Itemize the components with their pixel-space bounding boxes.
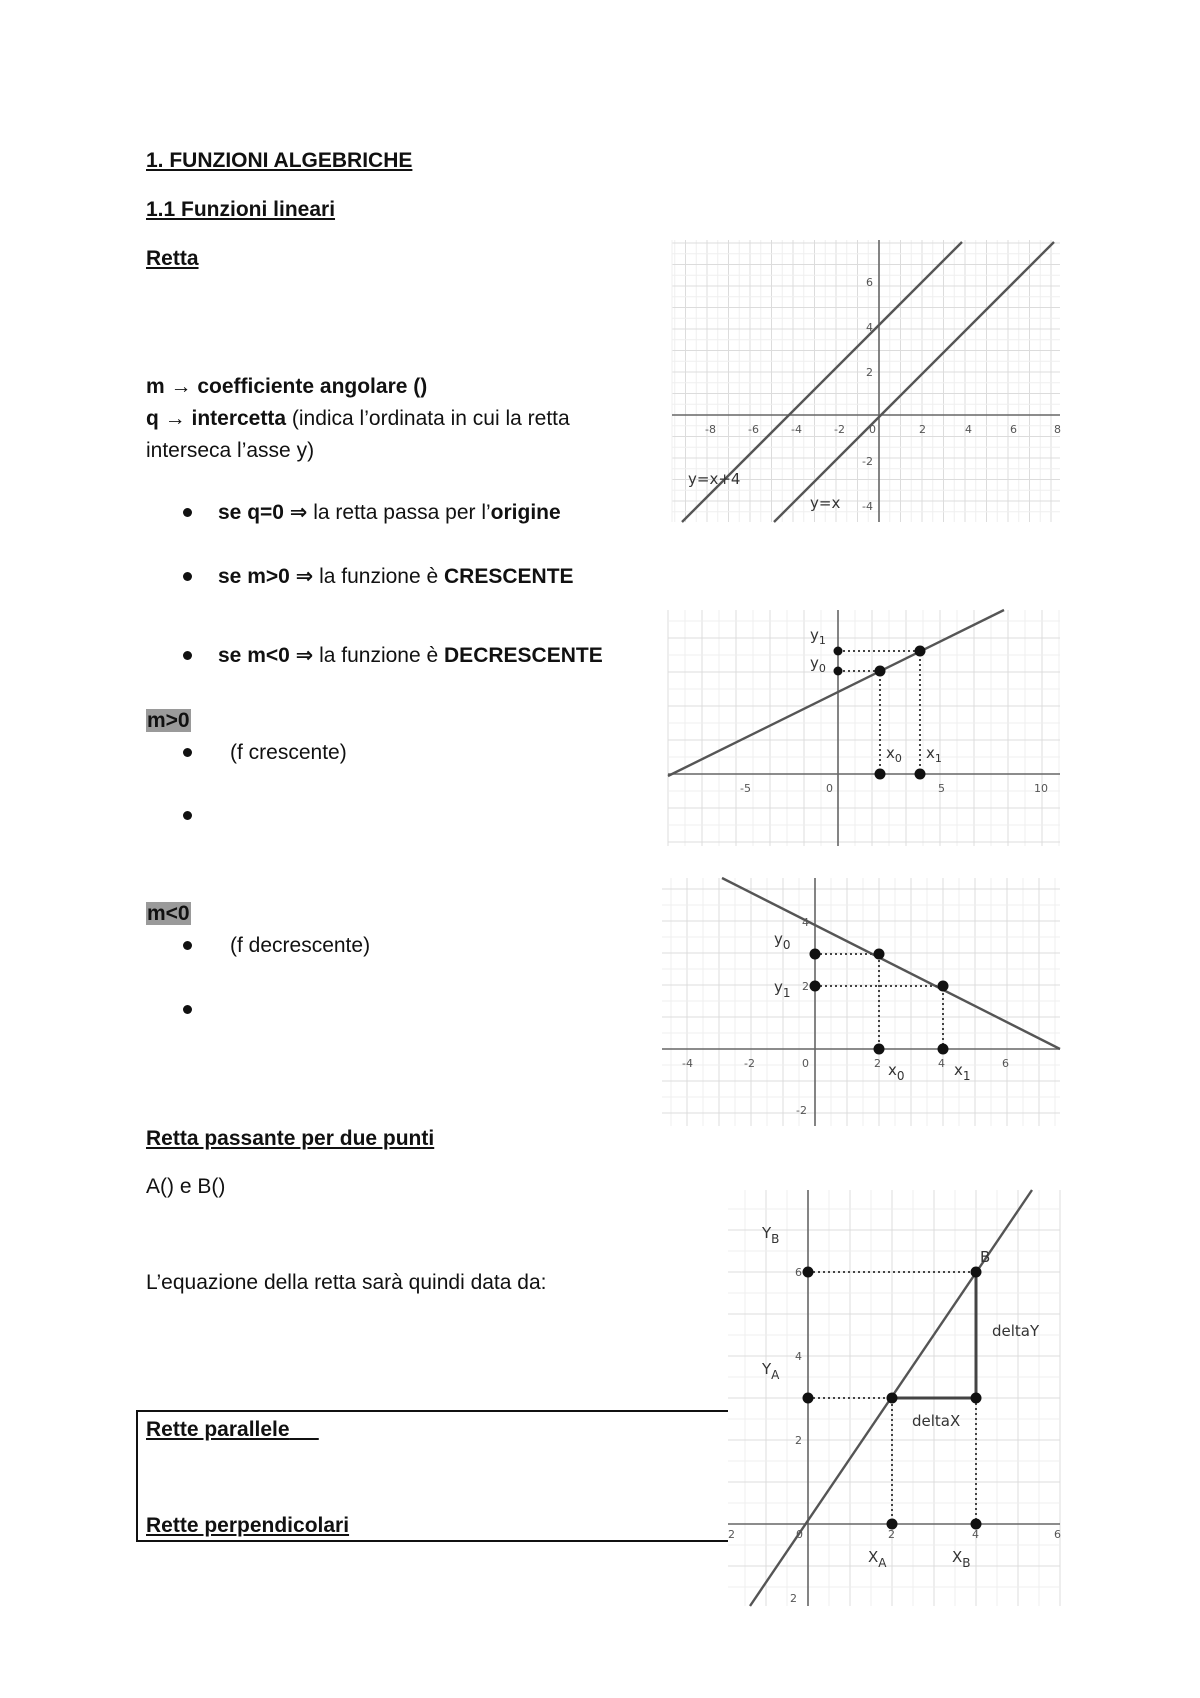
graph4-point-b: [971, 1267, 982, 1278]
q-definition: [146, 406, 570, 432]
graph1-ytick: -2: [862, 455, 873, 468]
graph3-label-x0: $x_0$: [888, 1061, 905, 1083]
q-definition-line2: interseca l’asse y): [146, 439, 315, 462]
bullet-crescente-text: la funzione è: [313, 565, 445, 588]
graph1-label-yx: y=x: [810, 494, 841, 512]
graph1-xtick: -4: [791, 423, 802, 436]
graph3-xtick: -2: [744, 1057, 755, 1070]
graph2-xtick: 5: [938, 782, 945, 795]
graph4-label-xb: $X_B$: [952, 1548, 971, 1570]
graph4-label-delta-y: deltaY: [992, 1322, 1040, 1340]
graph4-point-corner: [971, 1393, 982, 1404]
graph3-label-y0: $y_0$: [774, 930, 791, 952]
graph-grid: [668, 610, 1060, 846]
q-definition-rest: (indica l’ordinata in cui la retta: [286, 407, 570, 430]
graph-grid: [662, 878, 1060, 1126]
graph4-ytick: 4: [795, 1350, 802, 1363]
graph1-ytick: -4: [862, 500, 873, 513]
parallel-title-text: Rette parallele: [146, 1418, 290, 1441]
graph-decreasing: [662, 878, 1060, 1126]
graph4-ytick: 6: [795, 1266, 802, 1279]
graph3-ytick: 4: [802, 916, 809, 929]
graph1-xtick: -2: [834, 423, 845, 436]
bullet-dot: [183, 651, 192, 660]
parallel-title: [146, 1417, 319, 1443]
graph3-line: [722, 878, 1060, 1049]
graph4-point-ya: [803, 1393, 814, 1404]
graph3-point-x1: [938, 1044, 949, 1055]
graph3-xtick: 4: [938, 1057, 945, 1070]
graph1-xtick: 0: [869, 423, 876, 436]
bullet-dot: [183, 941, 192, 950]
retta-title: Retta: [146, 247, 199, 270]
box-top-border: [136, 1410, 728, 1412]
bullet-crescente-bold2: CRESCENTE: [444, 565, 574, 588]
two-points-text: A() e B(): [146, 1175, 226, 1198]
graph4-ytick: 2: [790, 1592, 797, 1605]
graph3-xtick: 2: [874, 1057, 881, 1070]
bullet-dot: [183, 508, 192, 517]
graph3-ytick: 2: [802, 980, 809, 993]
m-symbol: m: [146, 375, 165, 398]
bullet-dot: [183, 811, 192, 820]
two-points-title: Retta passante per due punti: [146, 1127, 435, 1150]
graph4-xtick: 4: [972, 1528, 979, 1541]
graph1-ytick: 4: [866, 321, 873, 334]
box-bottom-border: [136, 1540, 728, 1542]
graph3-xtick: 0: [802, 1057, 809, 1070]
q-symbol: q: [146, 407, 159, 430]
graph2-xtick: 0: [826, 782, 833, 795]
q-definition-bold: → intercetta: [158, 407, 287, 430]
graph4-label-b: B: [980, 1248, 991, 1266]
bullet-dot: [183, 572, 192, 581]
bullet-decrescente-text: la funzione è: [313, 644, 445, 667]
graph4-label-xa: $X_A$: [868, 1548, 887, 1570]
m-definition: [146, 374, 427, 400]
graph3-label-x1: $x_1$: [954, 1061, 971, 1083]
graph2-point-y1: [834, 647, 843, 656]
graph2-point-p0: [875, 666, 886, 677]
graph2-xtick: 10: [1034, 782, 1048, 795]
graph4-xtick: 0: [796, 1528, 803, 1541]
bullet-decrescente: [218, 643, 603, 669]
bullet-origin-bold: se q=0 ⇒: [218, 501, 308, 524]
bullet-crescente-bold: se m>0 ⇒: [218, 565, 314, 588]
bullet-crescente: [218, 564, 574, 590]
graph4-point-a: [887, 1393, 898, 1404]
graph3-point-y1: [810, 981, 821, 992]
graph2-point-p1: [915, 646, 926, 657]
graph3-label-y1: $y_1$: [774, 978, 791, 1000]
bullet-origin-bold2: origine: [490, 501, 561, 524]
mneg-highlight: m<0: [147, 902, 190, 925]
mpos-highlight: m>0: [147, 709, 190, 732]
graph1-xtick: 2: [919, 423, 926, 436]
section-subtitle: 1.1 Funzioni lineari: [146, 198, 336, 221]
graph1-xtick: -8: [705, 423, 716, 436]
bullet-decrescente-bold2: DECRESCENTE: [444, 644, 603, 667]
graph1-ytick: 6: [866, 276, 873, 289]
graph1-xtick: 8: [1054, 423, 1061, 436]
mneg-label: [146, 901, 191, 927]
graph1-ytick: 2: [866, 366, 873, 379]
graph2-xtick: -5: [740, 782, 751, 795]
graph3-point-p1: [938, 981, 949, 992]
bullet-origin: [218, 500, 561, 526]
graph-two-points: [728, 1190, 1060, 1606]
graph2-point-y0: [834, 667, 843, 676]
graph-parallel-lines: [672, 240, 1060, 522]
perpendicular-title: Rette perpendicolari: [146, 1514, 350, 1537]
graph2-point-x0: [875, 769, 886, 780]
mpos-label: [146, 708, 191, 734]
bullet-dot: [183, 1005, 192, 1014]
mneg-item: (f decrescente): [230, 934, 371, 957]
graph4-ytick: 2: [795, 1434, 802, 1447]
graph2-line: [668, 610, 1004, 776]
graph3-ytick: -2: [796, 1104, 807, 1117]
graph1-label-yx4: y=x+4: [688, 470, 741, 488]
page-title: 1. FUNZIONI ALGEBRICHE: [146, 149, 413, 172]
graph4-xtick: 6: [1054, 1528, 1061, 1541]
graph2-label-x1: $x_1$: [926, 744, 942, 765]
graph4-xtick: 2: [888, 1528, 895, 1541]
graph3-xtick: -4: [682, 1057, 693, 1070]
graph3-point-p0: [874, 949, 885, 960]
graph2-label-y0: $y_0$: [810, 654, 826, 675]
mpos-item: (f crescente): [230, 741, 347, 764]
graph4-xtick: 2: [728, 1528, 735, 1541]
graph2-label-y1: $y_1$: [810, 626, 826, 647]
graph1-xtick: -6: [748, 423, 759, 436]
graph4-label-delta-x: deltaX: [912, 1412, 961, 1430]
graph3-point-x0: [874, 1044, 885, 1055]
bullet-origin-text: la retta passa per l’: [307, 501, 491, 524]
graph3-xtick: 6: [1002, 1057, 1009, 1070]
graph4-label-yb: $Y_B$: [762, 1224, 780, 1246]
m-definition-text: → coefficiente angolare (): [164, 375, 428, 398]
bullet-decrescente-bold: se m<0 ⇒: [218, 644, 314, 667]
graph1-xtick: 4: [965, 423, 972, 436]
graph-increasing: [668, 610, 1060, 846]
graph2-label-x0: $x_0$: [886, 744, 902, 765]
graph3-point-y0: [810, 949, 821, 960]
graph4-point-yb: [803, 1267, 814, 1278]
box-left-border: [136, 1410, 138, 1542]
equation-text: L’equazione della retta sarà quindi data da:: [146, 1271, 547, 1294]
bullet-dot: [183, 748, 192, 757]
graph1-xtick: 6: [1010, 423, 1017, 436]
graph2-point-x1: [915, 769, 926, 780]
graph4-label-ya: $Y_A$: [762, 1360, 780, 1382]
